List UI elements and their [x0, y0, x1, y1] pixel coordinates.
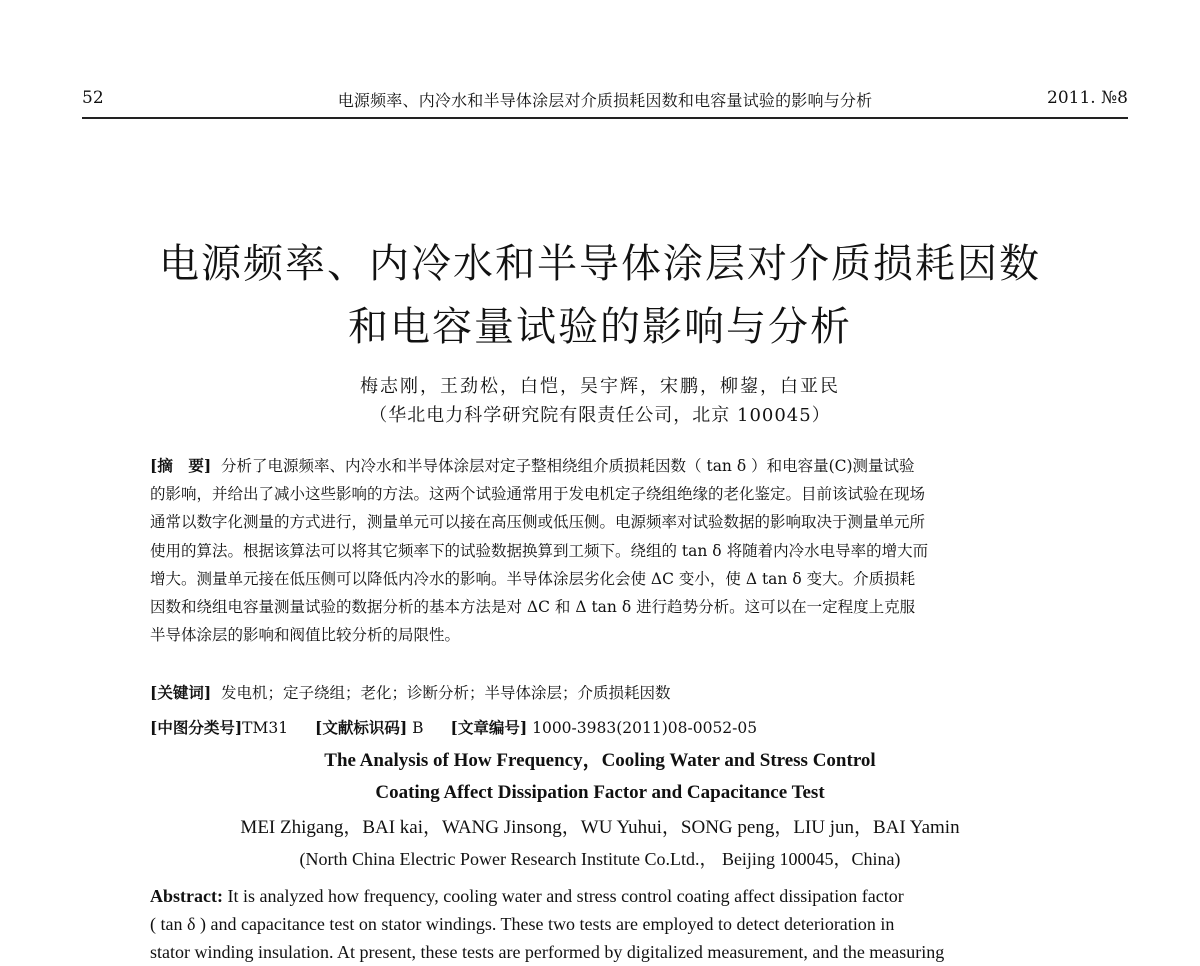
english-authors: MEI Zhigang，BAI kai，WANG Jinsong，WU Yuhui，SONG peng，LIU jun，BAI Yamin — [240, 817, 960, 838]
clc-value: TM31 — [242, 719, 289, 737]
abstract-cn-line: [摘 要] 分析了电源频率、内冷水和半导体涂层对定子整相绕组介质损耗因数（ tan δ ）和电容量(C)测量试验 — [150, 456, 915, 475]
paper-title-line-1: 电源频率、内冷水和半导体涂层对介质损耗因数 — [159, 241, 1041, 287]
abstract-en — [150, 882, 1070, 962]
english-title-line-2: Coating Affect Dissipation Factor and Capacitance Test — [375, 782, 825, 803]
article-number-value: 1000-3983(2011)08-0052-05 — [532, 719, 758, 737]
abstract-cn-line: 使用的算法。根据该算法可以将其它频率下的试验数据换算到工频下。绕组的 tan δ 将随着内冷水电导率的增大而 — [150, 541, 929, 560]
running-title: 电源频率、内冷水和半导体涂层对介质损耗因数和电容量试验的影响与分析 — [337, 91, 873, 110]
abstract-cn — [150, 452, 1060, 649]
abstract-cn-line: 因数和绕组电容量测量试验的数据分析的基本方法是对 ΔC 和 Δ tan δ 进行趋势分析。这可以在一定程度上克服 — [150, 597, 916, 616]
paper-title-line-2: 和电容量试验的影响与分析 — [348, 304, 852, 350]
abstract-cn-line: 通常以数字化测量的方式进行，测量单元可以接在高压侧或低压侧。电源频率对试验数据的影响取决于测量单元所 — [150, 513, 926, 532]
abstract-cn-line: 的影响，并给出了减小这些影响的方法。这两个试验通常用于发电机定子绕组绝缘的老化鉴定。目前该试验在现场 — [150, 485, 926, 504]
abstract-cn-line: 增大。测量单元接在低压侧可以降低内冷水的影响。半导体涂层劣化会使 ΔC 变小，使 Δ tan δ 变大。介质损耗 — [150, 569, 916, 588]
keywords — [150, 681, 1070, 703]
clc-label: [中图分类号] — [150, 718, 243, 737]
english-title-line-1: The Analysis of How Frequency，Cooling Water and Stress Control — [324, 750, 876, 771]
abstract-en-line-cut: stator winding insulation. At present, these tests are performed by digitalized measurement, and the measuring — [150, 942, 945, 962]
abstract-cn-line: 半导体涂层的影响和阀值比较分析的局限性。 — [150, 626, 461, 645]
running-header — [82, 86, 1128, 116]
abstract-en-line: Abstract: It is analyzed how frequency, cooling water and stress control coating affect dissipation factor — [150, 886, 904, 906]
header-rule — [82, 117, 1128, 119]
abstract-en-label: Abstract: — [150, 886, 223, 906]
authors: 梅志刚，王劲松，白恺，吴宇辉，宋鹏，柳鋆，白亚民 — [360, 376, 840, 397]
affiliation: （华北电力科学研究院有限责任公司，北京 100045） — [369, 405, 831, 426]
abstract-cn-label: [摘 要] — [150, 456, 212, 475]
keywords-label: [关键词] — [150, 683, 212, 702]
classification — [150, 716, 757, 738]
keywords-text: 发电机；定子绕组；老化；诊断分析；半导体涂层；介质损耗因数 — [221, 684, 671, 702]
page-number: 52 — [82, 88, 104, 108]
abstract-en-line: ( tan δ ) and capacitance test on stator windings. These two tests are employed to detect deterioration in — [150, 914, 895, 934]
doc-code-label: [文献标识码] — [315, 718, 408, 737]
article-number-label: [文章编号] — [450, 718, 528, 737]
doc-code-value: B — [412, 719, 424, 737]
english-affiliation: (North China Electric Power Research Institute Co.Ltd.， Beijing 100045，China) — [299, 849, 901, 869]
issue-number: 2011. №8 — [1047, 88, 1128, 108]
